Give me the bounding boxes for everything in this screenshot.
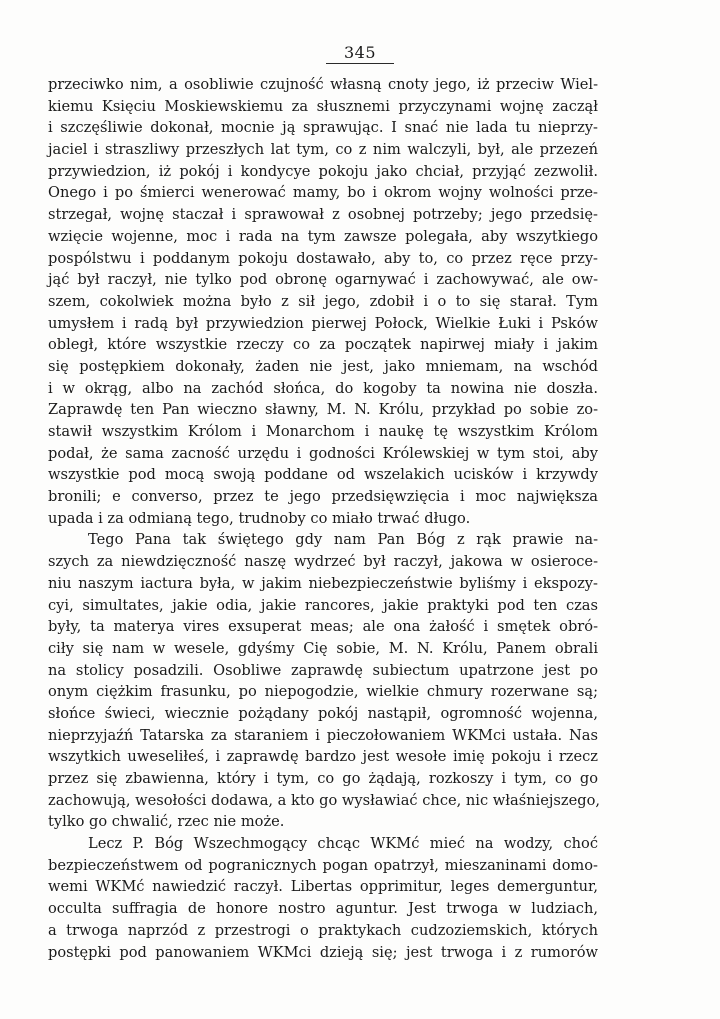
text-line: wemi WKMć nawiedzić raczył. Libertas opprimitur, leges demerguntur, xyxy=(48,878,598,896)
text-line: postępki pod panowaniem WKMci dzieją się; jest trwoga i z rumorów xyxy=(48,943,598,961)
page-number xyxy=(0,44,720,64)
text-line: wszytkich uweseliłeś, i zaprawdę bardzo jest wesołe imię pokoju i rzecz xyxy=(48,748,598,766)
text-line: jąć był raczył, nie tylko pod obronę ogarnywać i zachowywać, ale ow- xyxy=(48,271,598,289)
text-line: Zaprawdę ten Pan wieczno sławny, M. N. Królu, przykład po sobie zo- xyxy=(48,401,598,419)
text-line: bronili; e converso, przez te jego przedsięwzięcia i moc największa xyxy=(48,488,598,506)
text-line: obległ, które wszystkie rzeczy co za początek napirwej miały i jakim xyxy=(48,336,598,354)
text-line: a trwoga naprzód z przestrogi o praktykach cudzoziemskich, których xyxy=(48,921,598,939)
text-line: Onego i po śmierci wenerować mamy, bo i okrom wojny wolności prze- xyxy=(48,184,598,202)
text-line: i w okrąg, albo na zachód słońca, do kogoby ta nowina nie doszła. xyxy=(48,379,598,397)
text-line: wszystkie pod mocą swoją poddane od wszelakich ucisków i krzywdy xyxy=(48,466,598,484)
text-line: szem, cokolwiek można było z sił jego, zdobił i o to się starał. Tym xyxy=(48,292,598,310)
text-line: na stolicy posadzili. Osobliwe zaprawdę subiectum upatrzone jest po xyxy=(48,661,598,679)
page-number-text: 345 xyxy=(326,44,394,64)
text-line: pospólstwu i poddanym pokoju dostawało, aby to, co przez ręce przy- xyxy=(48,249,598,267)
body-text xyxy=(48,74,601,963)
text-line: occulta suffragia de honore nostro aguntur. Jest trwoga w ludziach, xyxy=(48,900,598,918)
text-line: nieprzyjaźń Tatarska za staraniem i pieczołowaniem WKMci ustała. Nas xyxy=(48,726,598,744)
text-line: niu naszym iactura była, w jakim niebezpieczeństwie byliśmy i ekspozy- xyxy=(48,574,598,592)
paragraph-end-line: tylko go chwalić, rzec nie może. xyxy=(48,813,285,831)
text-line: cyi, simultates, jakie odia, jakie rancores, jakie praktyki pod ten czas xyxy=(48,596,598,614)
text-line: i szczęśliwie dokonał, mocnie ją sprawując. I snać nie lada tu nieprzy- xyxy=(48,119,598,137)
text-line: jaciel i straszliwy przeszłych lat tym, co z nim walczyli, był, ale przezeń xyxy=(48,141,598,159)
paragraph-end-line: upada i za odmianą tego, trudnoby co miało trwać długo. xyxy=(48,509,471,527)
text-line: umysłem i radą był przywiedzion pierwej Połock, Wielkie Łuki i Psków xyxy=(48,314,598,332)
text-line: słońce świeci, wiecznie pożądany pokój nastąpił, ogromność wojenna, xyxy=(48,704,598,722)
text-line: były, ta materya vires exsuperat meas; ale ona żałość i smętek obró- xyxy=(48,618,598,636)
paragraph-start-line: Tego Pana tak świętego gdy nam Pan Bóg z rąk prawie na- xyxy=(88,531,598,549)
text-line: podał, że sama zacność urzędu i godności Królewskiej w tym stoi, aby xyxy=(48,444,598,462)
paragraph-start-line: Lecz P. Bóg Wszechmogący chcąc WKMć mieć na wodzy, choć xyxy=(88,835,598,853)
text-line: onym ciężkim frasunku, po niepogodzie, wielkie chmury rozerwane są; xyxy=(48,683,598,701)
text-line: kiemu Księciu Moskiewskiemu za słusznemi przyczynami wojnę zaczął xyxy=(48,97,598,115)
text-line: przez się zbawienna, który i tym, co go żądają, rozkoszy i tym, co go xyxy=(48,770,598,787)
text-line: przeciwko nim, a osobliwie czujność własną cnoty jego, iż przeciw Wiel- xyxy=(48,76,598,93)
text-line: szych za niewdzięczność naszę wydrzeć był raczył, jakowa w osieroce- xyxy=(48,553,598,571)
text-line: strzegał, wojnę staczał i sprawował z osobnej potrzeby; jego przedsię- xyxy=(48,206,598,224)
text-line: bezpieczeństwem od pogranicznych pogan opatrzył, mieszaninami domo- xyxy=(48,856,598,874)
text-line: ciły się nam w wesele, gdyśmy Cię sobie, M. N. Królu, Panem obrali xyxy=(48,639,598,657)
text-line: zachowują, wesołości dodawa, a kto go wysławiać chce, nic właśniejszego, xyxy=(48,791,601,809)
text-line: wzięcie wojenne, moc i rada na tym zawsze polegała, aby wszytkiego xyxy=(48,227,598,245)
text-line: się postępkiem dokonały, żaden nie jest, jako mniemam, na wschód xyxy=(48,357,598,375)
text-line: stawił wszystkim Królom i Monarchom i naukę tę wszystkim Królom xyxy=(48,423,598,440)
text-line: przywiedzion, iż pokój i kondycye pokoju jako chciał, przyjąć zezwolił. xyxy=(48,162,598,180)
